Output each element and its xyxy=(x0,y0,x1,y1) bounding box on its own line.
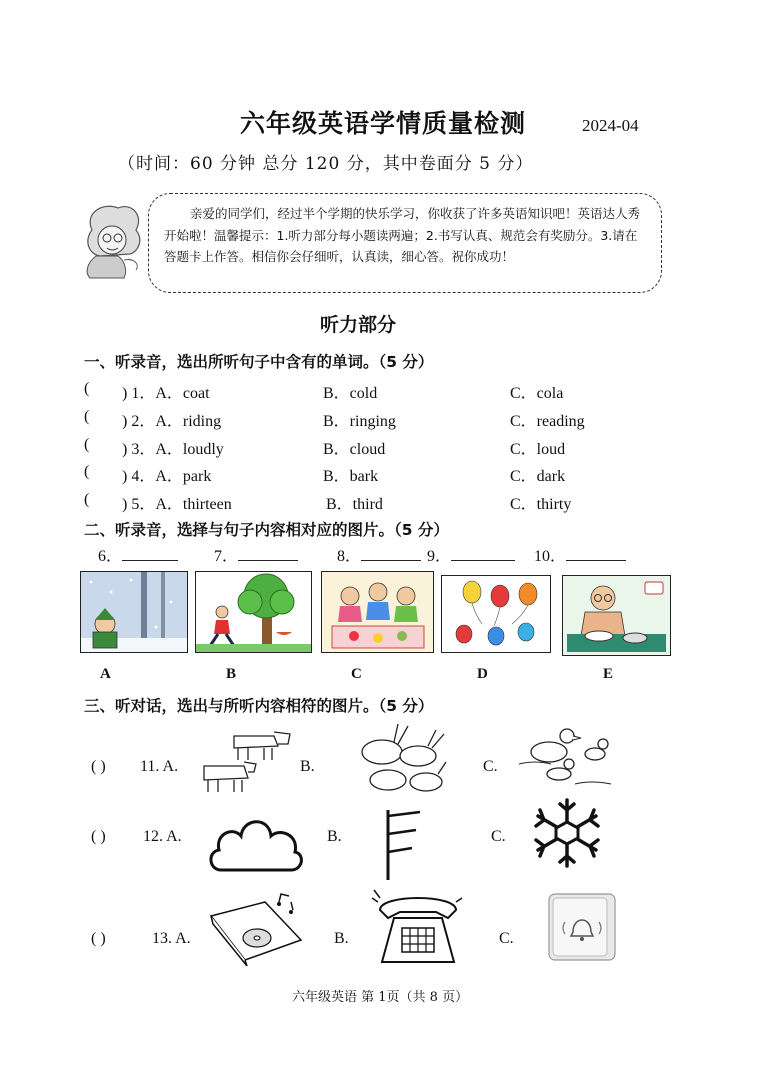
blank-7[interactable] xyxy=(214,543,298,566)
question-11-option-a-label: 11. A. xyxy=(140,758,179,775)
question-13-option-a-label: 13. A. xyxy=(152,930,191,947)
exam-subtitle: （时间：60 分钟 总分 120 分，其中卷面分 5 分） xyxy=(118,154,534,174)
cow-sheep-icon xyxy=(194,722,298,796)
question-11-option-c-label: C. xyxy=(483,758,498,775)
question-11-option-b-label: B. xyxy=(300,758,315,775)
cd-player-icon xyxy=(205,892,305,966)
wind-icon xyxy=(380,806,430,882)
question-1-paren[interactable]: ( xyxy=(84,380,90,397)
blank-6-label: 6． xyxy=(98,548,123,565)
doorbell-icon xyxy=(545,892,621,964)
question-13-option-b-label: B. xyxy=(334,930,349,947)
picture-c-label: C xyxy=(351,666,362,682)
picture-a-label: A xyxy=(100,666,111,682)
question-3-paren[interactable]: ( xyxy=(84,436,90,453)
picture-b-label: B xyxy=(226,666,237,682)
question-4-option-b: B．bark xyxy=(323,468,379,485)
blank-8-label: 8． xyxy=(337,548,362,565)
telephone-icon xyxy=(370,888,466,968)
part3-heading: 三、听对话，选出与所听内容相符的图片。（5 分） xyxy=(84,697,434,715)
question-5-paren[interactable]: ( xyxy=(84,491,90,508)
question-3-option-c: C．loud xyxy=(510,441,566,458)
part1-heading: 一、听录音，选出所听句子中含有的单词。（5 分） xyxy=(84,353,434,371)
intro-text: 亲爱的同学们，经过半个学期的快乐学习，你收获了许多英语知识吧！英语达人秀开始啦！温馨提示：1.听力部分每小题读两遍；2.书写认真、规范会有奖励分。3.请在答题卡上作答。相信你会仔细听，认真读，细心答。祝你成功！ xyxy=(164,206,641,264)
question-5-option-c: C．thirty xyxy=(510,496,572,513)
mascot-illustration xyxy=(74,200,154,282)
part2-heading: 二、听录音，选择与句子内容相对应的图片。（5 分） xyxy=(84,521,449,539)
exam-date: 2024-04 xyxy=(582,116,639,135)
question-2-option-c: C．reading xyxy=(510,413,585,430)
picture-d-label: D xyxy=(477,666,488,682)
question-2-paren[interactable]: ( xyxy=(84,408,90,425)
question-12-paren[interactable]: ( ) xyxy=(91,828,106,845)
picture-e-cooking xyxy=(562,575,671,656)
question-12-option-b-label: B. xyxy=(327,828,342,845)
question-4-option-a: ) 4．A．park xyxy=(122,468,212,485)
blank-8[interactable] xyxy=(337,543,421,566)
question-1-option-b: B．cold xyxy=(323,385,378,402)
question-13-option-c-label: C. xyxy=(499,930,514,947)
question-1-option-c: C．cola xyxy=(510,385,564,402)
blank-10[interactable] xyxy=(534,543,626,566)
question-13-paren[interactable]: ( ) xyxy=(91,930,106,947)
question-12-option-c-label: C. xyxy=(491,828,506,845)
page-title: 六年级英语学情质量检测 xyxy=(240,109,527,138)
question-1-option-a: ) 1．A．coat xyxy=(122,385,210,402)
picture-c-picnic xyxy=(321,571,434,653)
blank-9[interactable] xyxy=(427,543,515,566)
rabbits-icon xyxy=(348,722,452,798)
question-4-option-c: C．dark xyxy=(510,468,566,485)
snowflake-icon xyxy=(528,796,606,870)
question-11-paren[interactable]: ( ) xyxy=(91,758,106,775)
question-3-option-a: ) 3．A．loudly xyxy=(122,441,224,458)
question-2-option-b: B．ringing xyxy=(323,413,396,430)
blank-9-label: 9． xyxy=(427,548,452,565)
blank-10-label: 10． xyxy=(534,548,567,565)
blank-6[interactable] xyxy=(98,543,178,566)
ducks-icon xyxy=(515,718,615,792)
question-12-option-a-label: 12. A. xyxy=(143,828,182,845)
question-5-option-a: ) 5．A．thirteen xyxy=(122,496,232,513)
listening-section-title: 听力部分 xyxy=(320,314,397,336)
page-footer: 六年级英语 第 1页（共 8 页） xyxy=(292,990,469,1005)
picture-d-balloons xyxy=(441,575,551,653)
question-4-paren[interactable]: ( xyxy=(84,463,90,480)
picture-b-tree xyxy=(195,571,312,653)
cloud-icon xyxy=(205,804,305,876)
question-3-option-b: B．cloud xyxy=(323,441,386,458)
question-5-option-b: B．third xyxy=(326,496,383,513)
question-2-option-a: ) 2．A．riding xyxy=(122,413,222,430)
picture-e-label: E xyxy=(603,666,614,682)
blank-7-label: 7． xyxy=(214,548,239,565)
picture-a-snow xyxy=(80,571,188,653)
